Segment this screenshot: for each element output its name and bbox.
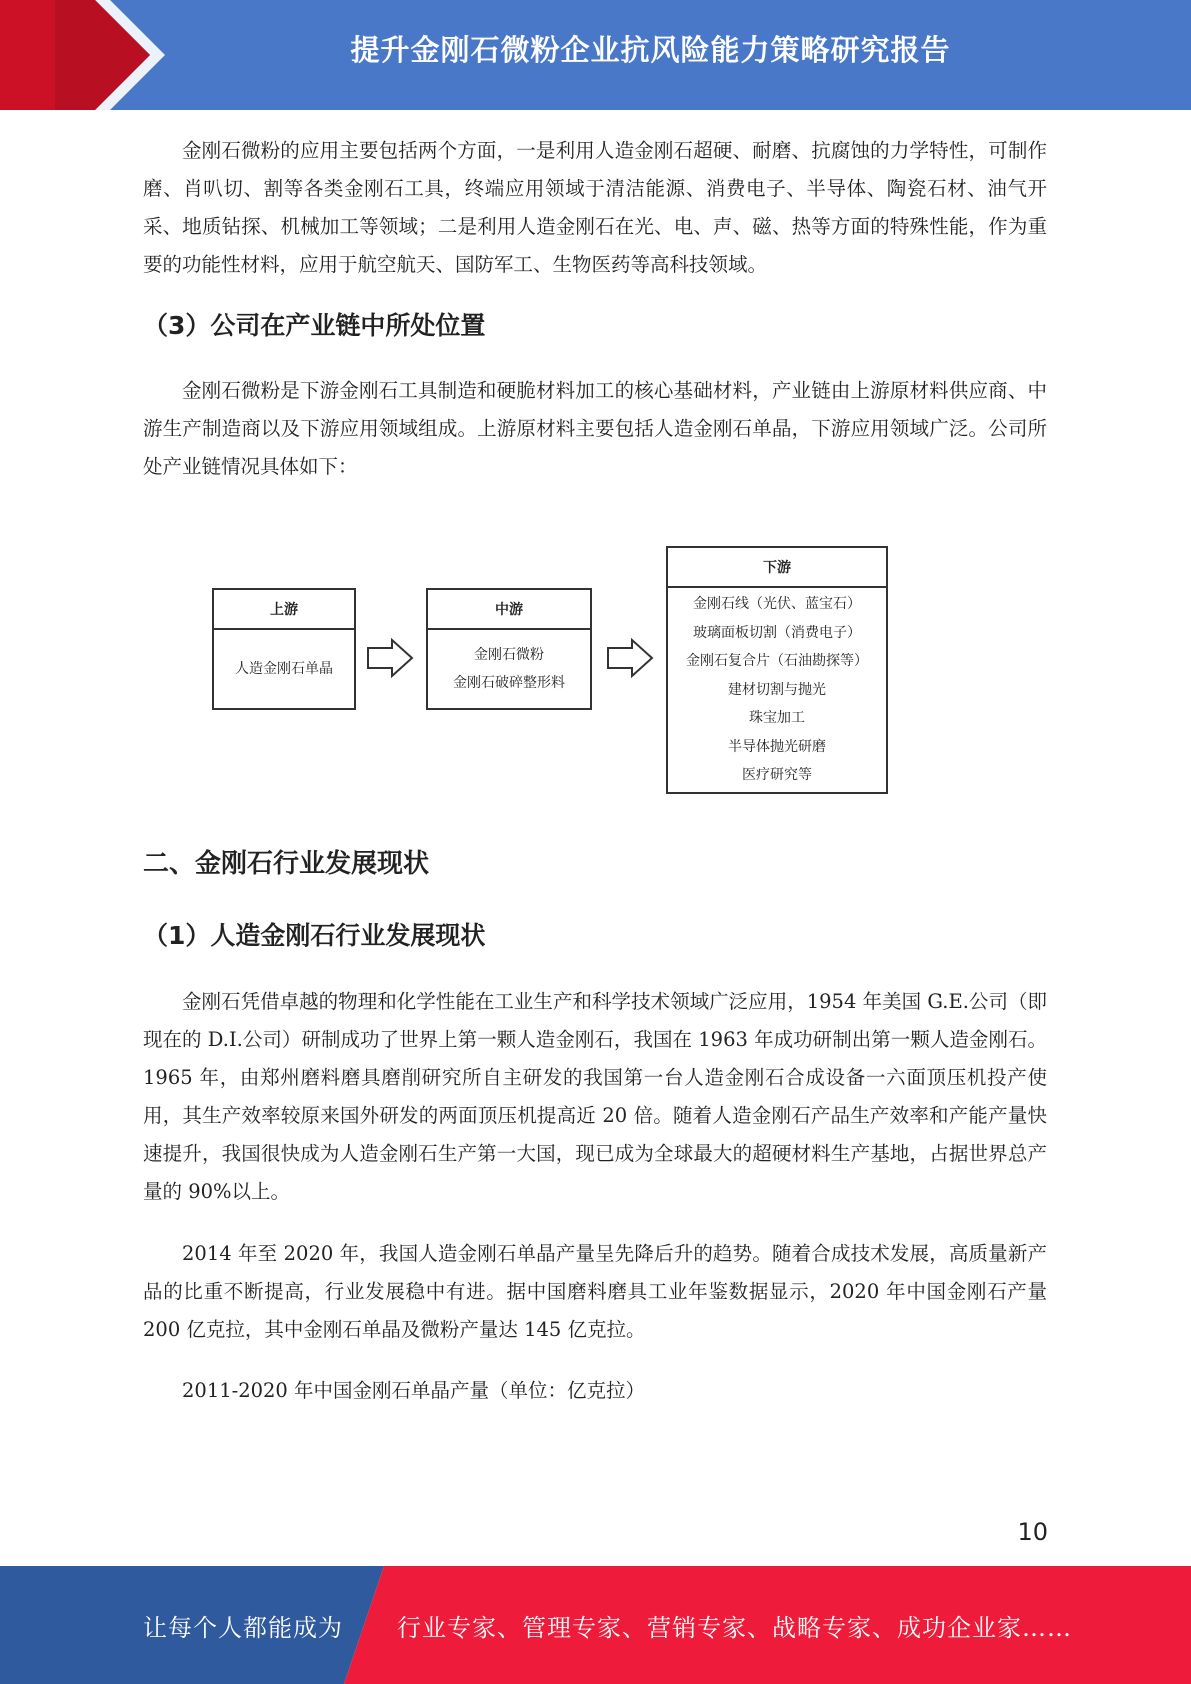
history-paragraph-block: [143, 983, 1047, 1211]
downstream-item: 医疗研究等: [742, 767, 812, 784]
synthetic-heading-block: [143, 916, 1047, 956]
chain-paragraph-block: [143, 372, 1047, 486]
downstream-item: 半导体抛光研磨: [728, 738, 826, 755]
history-paragraph: 金刚石凭借卓越的物理和化学性能在工业生产和科学技术领域广泛应用，1954 年美国 G.E.公司（即现在的 D.I.公司）研制成功了世界上第一颗人造金刚石，我国在 1963 年成功研制出第一颗人造金刚石。1965 年，由郑州磨料磨具磨削研究所自主研发的我国第一台人造金刚石合成设备一六面顶压机投产使用，其生产效率较原来国外研发的两面顶压机提高近 20 倍。随着人造金刚石产品生产效率和产能产量快速提升，我国很快成为人造金刚石生产第一大国，现已成为全球最大的超硬材料生产基地，占据世界总产量的 90%以上。: [143, 990, 1047, 1203]
downstream-item: 金刚石线（光伏、蓝宝石）: [693, 596, 861, 613]
downstream-item: 珠宝加工: [749, 710, 805, 727]
position-heading-block: [143, 306, 1047, 346]
downstream-box: [666, 546, 888, 794]
section-heading-industry: 二、金刚石行业发展现状: [143, 849, 430, 879]
industry-heading-block: [143, 844, 1047, 884]
midstream-items: [428, 630, 590, 708]
section-heading-synthetic: （1）人造金刚石行业发展现状: [143, 921, 486, 950]
upstream-box: [212, 588, 356, 710]
midstream-box: [426, 588, 592, 710]
upstream-items: [214, 630, 354, 708]
arrow-right-icon: [366, 638, 414, 678]
caption-block: [143, 1372, 1047, 1410]
footer-slogan-left: 让每个人都能成为: [143, 1614, 343, 1642]
arrow-right-icon: [606, 638, 654, 678]
chart-caption: 2011-2020 年中国金刚石单晶产量（单位：亿克拉）: [182, 1379, 646, 1402]
upstream-item: 人造金刚石单晶: [235, 661, 333, 677]
downstream-title: 下游: [668, 548, 886, 588]
production-trend-paragraph: 2014 年至 2020 年，我国人造金刚石单晶产量呈先降后升的趋势。随着合成技术发展，高质量新产品的比重不断提高，行业发展稳中有进。据中国磨料磨具工业年鉴数据显示，2020 年中国金刚石产量 200 亿克拉，其中金刚石单晶及微粉产量达 145 亿克拉。: [143, 1242, 1047, 1341]
downstream-item: 玻璃面板切割（消费电子）: [693, 624, 861, 641]
page-header: [0, 0, 1191, 110]
page-footer: [0, 1566, 1191, 1684]
downstream-items: [668, 588, 886, 792]
footer-slogan-right: 行业专家、管理专家、营销专家、战略专家、成功企业家……: [397, 1614, 1072, 1642]
midstream-item: 金刚石微粉: [474, 647, 544, 663]
application-paragraph: 金刚石微粉的应用主要包括两个方面，一是利用人造金刚石超硬、耐磨、抗腐蚀的力学特性，可制作磨、肖叭切、割等各类金刚石工具，终端应用领域于清洁能源、消费电子、半导体、陶瓷石材、油气开采、地质钻探、机械加工等领域；二是利用人造金刚石在光、电、声、磁、热等方面的特殊性能，作为重要的功能性材料，应用于航空航天、国防军工、生物医药等高科技领域。: [143, 139, 1047, 276]
upstream-title: 上游: [214, 590, 354, 630]
industry-chain-paragraph: 金刚石微粉是下游金刚石工具制造和硬脆材料加工的核心基础材料，产业链由上游原材料供应商、中游生产制造商以及下游应用领域组成。上游原材料主要包括人造金刚石单晶，下游应用领域广泛。公司所处产业链情况具体如下：: [143, 379, 1047, 478]
page-number: 10: [1017, 1518, 1048, 1546]
section-heading-position: （3）公司在产业链中所处位置: [143, 311, 486, 340]
trend-paragraph-block: [143, 1235, 1047, 1349]
midstream-item: 金刚石破碎整形料: [453, 675, 565, 691]
report-title: 提升金刚石微粉企业抗风险能力策略研究报告: [350, 33, 951, 67]
intro-paragraph-block: [143, 132, 1047, 284]
downstream-item: 金刚石复合片（石油勘探等）: [686, 653, 868, 670]
downstream-item: 建材切割与抛光: [728, 681, 826, 698]
midstream-title: 中游: [428, 590, 590, 630]
